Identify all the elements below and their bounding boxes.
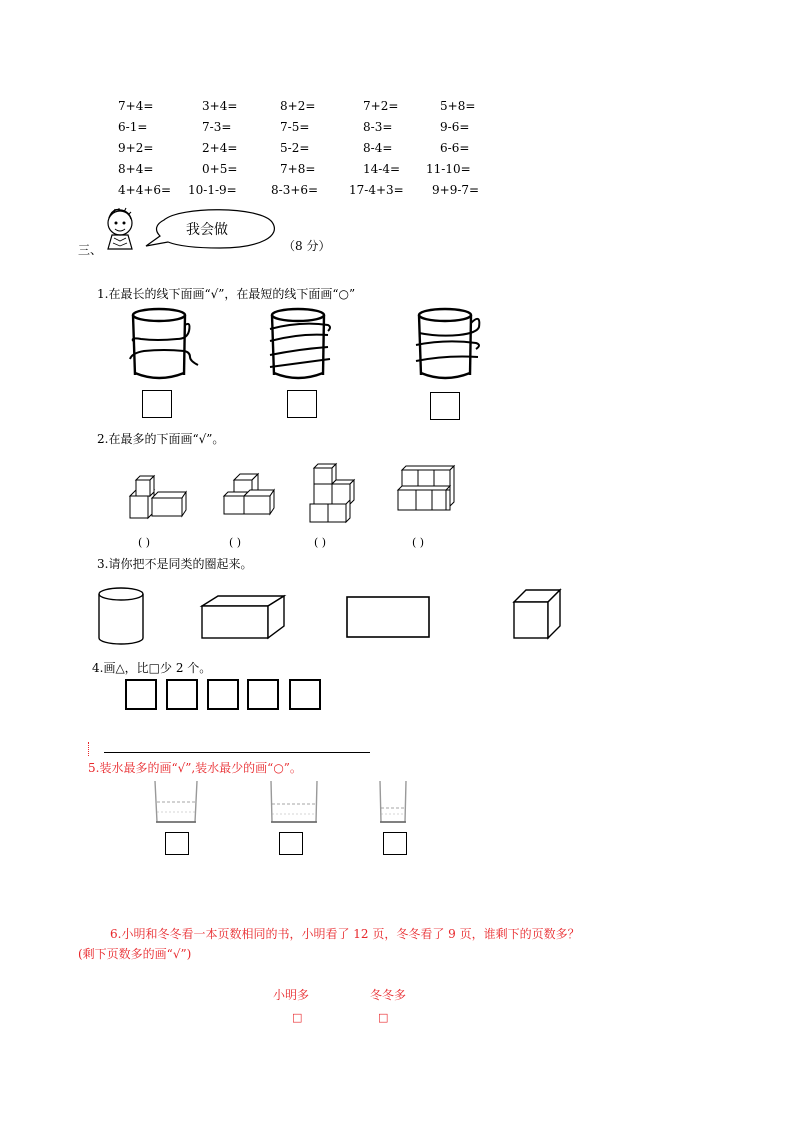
cube-stack-2 xyxy=(220,470,276,520)
equation: 8-4= xyxy=(363,141,393,155)
equation: 7+4= xyxy=(118,99,154,113)
section-number: 三、 xyxy=(78,243,103,257)
answer-box-3[interactable] xyxy=(430,392,460,420)
equation: 10-1-9= xyxy=(188,183,237,197)
question-6-note: (剩下页数多的画“√”) xyxy=(78,947,192,961)
equation: 0+5= xyxy=(202,162,238,176)
cylinder-with-lines-1 xyxy=(126,305,198,383)
water-cup-3 xyxy=(376,778,410,826)
answer-line[interactable] xyxy=(104,752,370,753)
cube-shape[interactable] xyxy=(512,588,564,642)
equation: 8-3+6= xyxy=(271,183,319,197)
answer-paren-2[interactable]: ( ) xyxy=(229,536,242,549)
section-score: （8 分） xyxy=(283,239,331,253)
answer-box-2[interactable] xyxy=(287,390,317,418)
equation: 3+4= xyxy=(202,99,238,113)
question-2: 2.在最多的下面画“√”。 xyxy=(97,432,225,446)
bubble-label: 我会做 xyxy=(186,222,228,238)
equation: 6-6= xyxy=(440,141,470,155)
answer-box-1[interactable] xyxy=(142,390,172,418)
equation: 9+9-7= xyxy=(432,183,480,197)
equation: 5-2= xyxy=(280,141,310,155)
equation: 7+8= xyxy=(280,162,316,176)
equation: 7-5= xyxy=(280,120,310,134)
answer-box-cup-2[interactable] xyxy=(279,832,303,855)
answer-paren-1[interactable]: ( ) xyxy=(138,536,151,549)
water-cup-1 xyxy=(150,778,202,826)
rectangle-shape[interactable] xyxy=(344,594,434,642)
equation: 4+4+6= xyxy=(118,183,172,197)
answer-box-cup-3[interactable] xyxy=(383,832,407,855)
square-5 xyxy=(289,679,321,710)
equation: 14-4= xyxy=(363,162,401,176)
question-1: 1.在最长的线下面画“√”，在最短的线下面画“○” xyxy=(97,287,356,301)
equation: 11-10= xyxy=(426,162,471,176)
checkbox-xiaoming[interactable]: □ xyxy=(292,1011,303,1024)
equation: 8+2= xyxy=(280,99,316,113)
square-2 xyxy=(166,679,198,710)
square-3 xyxy=(207,679,239,710)
cylinder-with-lines-2 xyxy=(264,305,336,383)
question-6: 6.小明和冬冬看一本页数相同的书，小明看了 12 页，冬冬看了 9 页，谁剩下的页数多？ xyxy=(110,927,580,941)
cuboid-shape[interactable] xyxy=(200,594,290,642)
equation: 8-3= xyxy=(363,120,393,134)
square-1 xyxy=(125,679,157,710)
cylinder-with-lines-3 xyxy=(412,305,488,383)
cube-stack-3 xyxy=(306,462,356,524)
question-5: 5.装水最多的画“√”,装水最少的画“○”。 xyxy=(88,761,302,775)
question-3: 3.请你把不是同类的圈起来。 xyxy=(97,557,253,571)
answer-paren-3[interactable]: ( ) xyxy=(314,536,327,549)
equation: 9-6= xyxy=(440,120,470,134)
equation: 5+8= xyxy=(440,99,476,113)
cube-stack-4 xyxy=(396,466,458,514)
checkbox-dongdong[interactable]: □ xyxy=(378,1011,389,1024)
equation: 17-4+3= xyxy=(349,183,404,197)
answer-box-cup-1[interactable] xyxy=(165,832,189,855)
equation: 6-1= xyxy=(118,120,148,134)
margin-mark xyxy=(88,742,89,756)
option-dongdong: 冬冬多 xyxy=(370,988,407,1002)
question-4: 4.画△，比□少 2 个。 xyxy=(92,661,212,675)
cube-stack-1 xyxy=(128,470,188,520)
cylinder-shape[interactable] xyxy=(96,586,150,648)
equation: 2+4= xyxy=(202,141,238,155)
equation: 7-3= xyxy=(202,120,232,134)
square-4 xyxy=(247,679,279,710)
cartoon-kid-icon xyxy=(100,208,140,252)
option-xiaoming: 小明多 xyxy=(273,988,310,1002)
water-cup-2 xyxy=(266,778,322,826)
equation: 8+4= xyxy=(118,162,154,176)
answer-paren-4[interactable]: ( ) xyxy=(412,536,425,549)
equation: 7+2= xyxy=(363,99,399,113)
equation: 9+2= xyxy=(118,141,154,155)
